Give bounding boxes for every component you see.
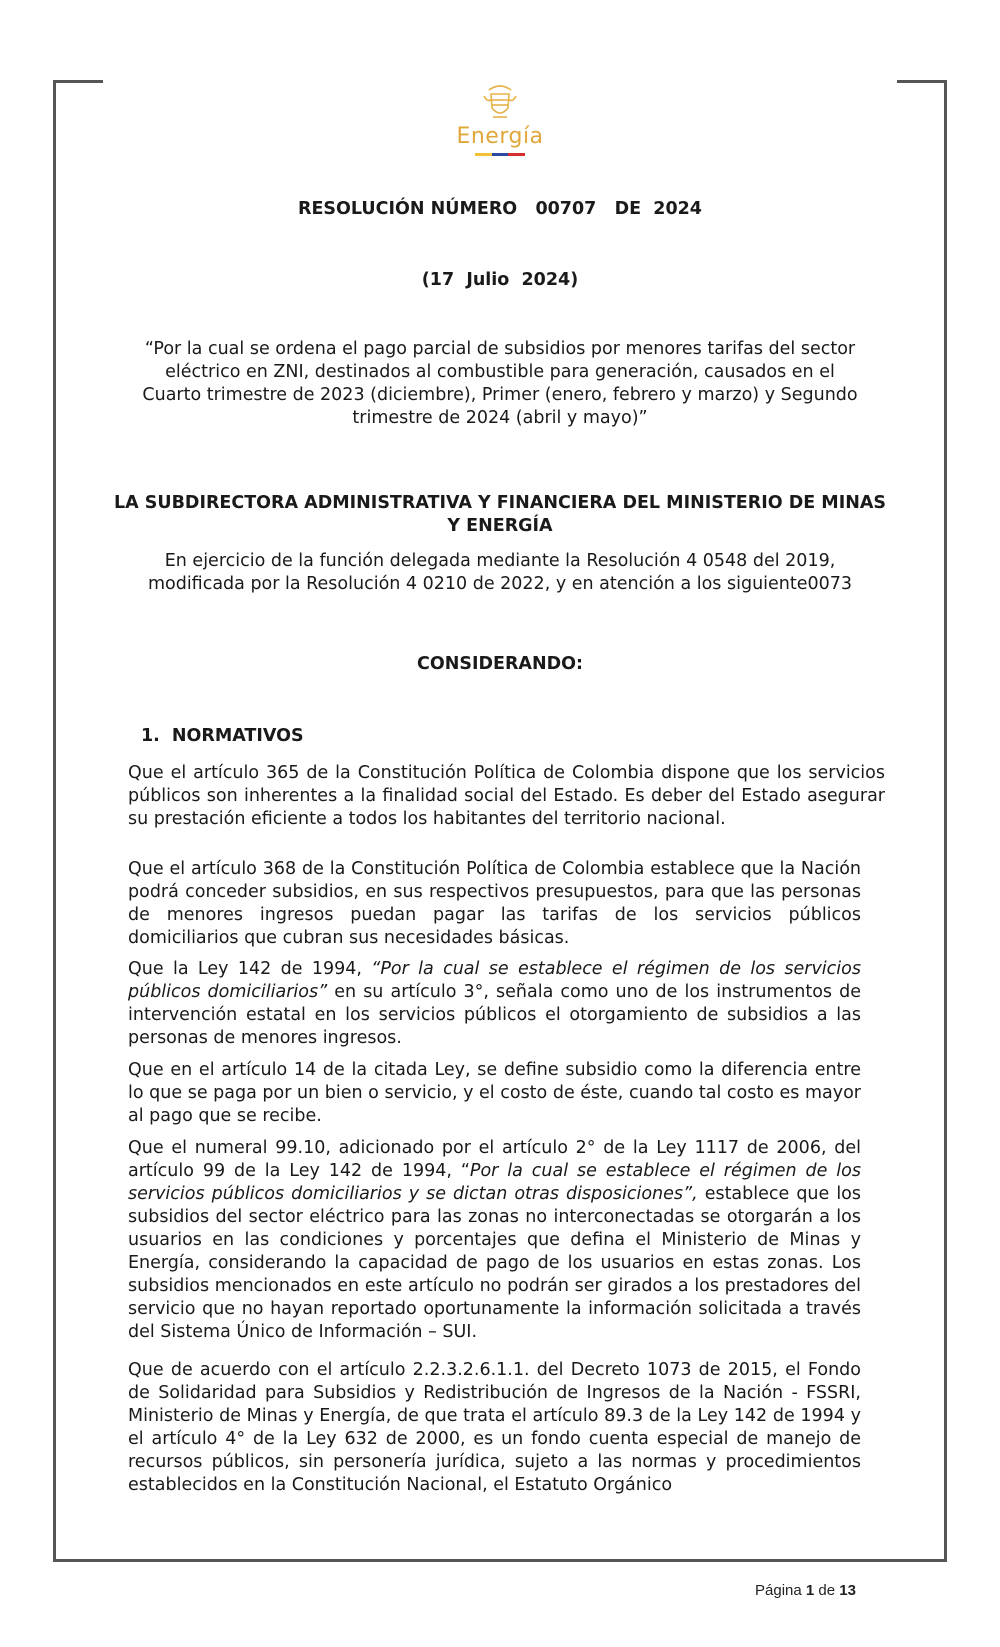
frame-corner-left	[53, 80, 103, 83]
paragraph-art-365: Que el artículo 365 de la Constitución Política de Colombia dispone que los servicios públicos son inherentes a la finalidad social del Estado. Es deber del Estado asegurar su prestación eficiente a todos los habitantes del territorio nacional.	[128, 763, 885, 829]
paragraph-art-368: Que el artículo 368 de la Constitución Política de Colombia establece que la Nación podrá conceder subsidios, en sus respectivos presupuestos, para que las personas de menores ingresos puedan pagar las tarifas de los servicios públicos domiciliarios que cubran sus necesidades básicas.	[128, 859, 861, 948]
flag-color-bar	[475, 153, 525, 156]
ministry-logo	[440, 84, 560, 174]
delegation-statement: En ejercicio de la función delegada mediante la Resolución 4 0548 del 2019, modificada por la Resolución 4 0210 de 2022, y en atención a los siguiente0073	[147, 551, 853, 594]
logo-text: Energía	[456, 124, 544, 149]
coat-of-arms-icon	[481, 84, 519, 124]
paragraph-ley-142: Que la Ley 142 de 1994, “Por la cual se establece el régimen de los servicios públicos domiciliarios” en su artículo 3°, señala como uno de los instrumentos de intervención estatal en los servicios públicos el otorgamiento de subsidios a las personas de menores ingresos.	[128, 959, 861, 1048]
considerando-heading: CONSIDERANDO:	[416, 654, 584, 674]
section-title: NORMATIVOS	[171, 726, 304, 746]
resolution-title: RESOLUCIÓN NÚMERO 00707 DE 2024	[297, 199, 702, 219]
paragraph-art-14: Que en el artículo 14 de la citada Ley, se define subsidio como la diferencia entre lo que se paga por un bien o servicio, y el costo de éste, cuando tal costo es mayor al pago que se recibe.	[128, 1060, 861, 1126]
issuing-authority: LA SUBDIRECTORA ADMINISTRATIVA Y FINANCIERA DEL MINISTERIO DE MINAS Y ENERGÍA	[113, 493, 886, 536]
resolution-subject: “Por la cual se ordena el pago parcial de subsidios por menores tarifas del sector eléctrico en ZNI, destinados al combustible para generación, causados en el Cuarto trimestre de 2023 (diciembre), Primer (enero, febrero y marzo) y Segundo trimestre de 2024 (abril y mayo)”	[142, 339, 858, 428]
section-number: 1.	[141, 726, 160, 746]
resolution-date: (17 Julio 2024)	[421, 270, 579, 290]
paragraph-numeral-99-10: Que el numeral 99.10, adicionado por el artículo 2° de la Ley 1117 de 2006, del artículo 99 de la Ley 142 de 1994, “Por la cual se establece el régimen de los servicios públicos domiciliarios y se dictan otras disposiciones”, establece que los subsidios del sector eléctrico para las zonas no interconectadas se otorgarán a los usuarios en las condiciones y porcentajes que defina el Ministerio de Minas y Energía, considerando la capacidad de pago de los usuarios en estas zonas. Los subsidios mencionados en este artículo no podrán ser girados a los prestadores del servicio que no hayan reportado oportunamente la información solicitada a través del Sistema Único de Información – SUI.	[128, 1138, 862, 1342]
section-heading	[141, 726, 304, 746]
frame-corner-right	[897, 80, 947, 83]
paragraph-decreto-1073: Que de acuerdo con el artículo 2.2.3.2.6.1.1. del Decreto 1073 de 2015, el Fondo de Solidaridad para Subsidios y Redistribución de Ingresos de la Nación - FSSRI, Ministerio de Minas y Energía, de que trata el artículo 89.3 de la Ley 142 de 1994 y el artículo 4° de la Ley 632 de 2000, es un fondo cuenta especial de manejo de recursos públicos, sin personería jurídica, sujeto a las normas y procedimientos establecidos en la Constitución Nacional, el Estatuto Orgánico	[128, 1360, 861, 1495]
page-number: Página 1 de 13	[755, 1582, 856, 1599]
